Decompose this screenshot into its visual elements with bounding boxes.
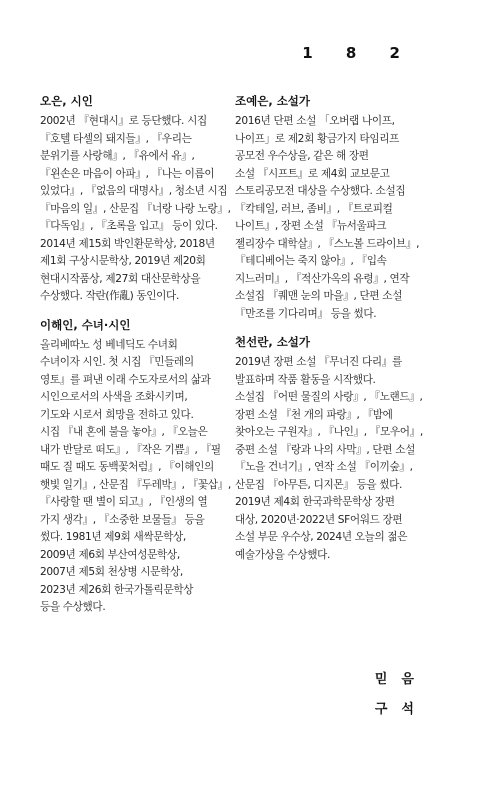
bio-line: 공모전 우수상을, 같은 해 장편 [235, 150, 369, 162]
bio-line: 산문집 『아무튼, 디지몬』 등을 썼다. [235, 478, 403, 491]
bio-line: 발표하며 작품 활동을 시작했다. [235, 373, 376, 386]
author-bio [40, 113, 230, 306]
bio-line: 소설집 『어떤 물질의 사랑』, 『노랜드』, [235, 391, 423, 403]
bio-line: 중편 소설 『랑과 나의 사막』, 단편 소설 [235, 443, 415, 456]
bio-line: 예술가상을 수상했다. [235, 548, 330, 561]
author-name: 천선란, 소설가 [235, 335, 311, 349]
bio-line: 장편 소설 『천 개의 파랑』, 『밤에 [235, 408, 393, 421]
bio-line: 내가 반달로 떠도』, 『작은 기쁨』, 『필 [40, 443, 221, 456]
bio-line: 대상, 2020년·2022년 SF어워드 장편 [235, 513, 403, 526]
bio-line: 2023년 제26회 한국가톨릭문학상 [40, 583, 194, 596]
bio-line: 『사랑할 땐 별이 되고』, 『인생의 열 [40, 496, 208, 508]
bio-line: 수녀이자 시인. 첫 시집 『민들레의 [40, 356, 194, 368]
bio-line: 현대시작품상, 제27회 대산문학상을 [40, 272, 201, 285]
bio-line: 2014년 제15회 박인환문학상, 2018년 [40, 237, 215, 250]
bio-line: 2019년 장편 소설 『무너진 다리』를 [235, 356, 402, 368]
series-title-line-2: 구석 [374, 702, 428, 717]
bio-line: 『칵테일, 러브, 좀비』, 『트로피컬 [235, 202, 393, 215]
series-title-line-1: 믿음 [374, 672, 428, 687]
bio-line: 『호텔 타셀의 돼지들』, 『우리는 [40, 132, 192, 145]
bio-line: 썼다. 1981년 제9회 새싹문학상, [40, 531, 186, 543]
author-bio [235, 354, 435, 564]
bio-line: 『노을 건너기』, 연작 소설 『이끼숲』, [235, 461, 413, 473]
bio-line: 스토리공모전 대상을 수상했다. 소설집 [235, 185, 406, 197]
bio-line: 때도 질 때도 동백꽃처럼』, 『이해인의 [40, 461, 214, 473]
author-bio [40, 337, 230, 617]
bio-line: 가지 생각』, 『소중한 보물들』 등을 [40, 513, 205, 526]
bio-line: 『다독임』, 『초록을 입고』 등이 있다. [40, 220, 218, 232]
bio-line: 2002년 『현대시』로 등단했다. 시집 [40, 115, 207, 127]
bio-line: 지느러미』, 『적산가옥의 유령』, 연작 [235, 272, 410, 285]
bio-line: 찾아오는 구원자』, 『나인』, 『모우어』, [235, 426, 423, 438]
bio-line: 소설 『시프트』로 제4회 교보문고 [235, 167, 390, 180]
bio-line: 있었다』, 『없음의 대명사』, 청소년 시집 [40, 185, 228, 197]
bio-line: 햇빛 일기』, 산문집 『두레박』, 『꽃삽』, [40, 478, 231, 491]
bio-line: 시인으로서의 사색을 조화시키며, [40, 391, 188, 403]
bio-line: 제1회 구상시문학상, 2019년 제20회 [40, 255, 206, 267]
bio-line: 2019년 제4회 한국과학문학상 장편 [235, 496, 395, 508]
left-column [40, 93, 230, 628]
bio-line: 『테디베어는 죽지 않아』, 『입속 [235, 255, 387, 267]
author-name: 오은, 시인 [40, 94, 93, 108]
bio-line: 등을 수상했다. [40, 601, 106, 613]
author-entry [235, 93, 435, 323]
author-entry [40, 317, 230, 617]
bio-line: 소설 부문 우수상, 2024년 오늘의 젊은 [235, 531, 408, 543]
bio-line: 2007년 제5회 천상병 시문학상, [40, 566, 183, 578]
bio-line: 나이프」로 제2회 황금가지 타임리프 [235, 132, 400, 145]
bio-line: 올리베따노 성 베네딕도 수녀회 [40, 338, 178, 351]
bio-line: 『만조를 기다리며』 등을 썼다. [235, 307, 377, 320]
bio-line: 2009년 제6회 부산여성문학상, [40, 548, 180, 561]
bio-line: 시집 『내 혼에 불을 놓아』, 『오늘은 [40, 426, 208, 438]
author-name: 이해인, 수녀·시인 [40, 317, 131, 332]
bio-line: 분위기를 사랑해』, 『유에서 유』, [40, 150, 195, 162]
bio-line: 소설집 『퀘맨 눈의 마을』, 단편 소설 [235, 290, 403, 302]
author-name: 조예은, 소설가 [235, 94, 311, 108]
bio-line: 기도와 시로서 희망을 전하고 있다. [40, 408, 194, 421]
author-entry [235, 334, 435, 564]
author-bio [235, 113, 435, 323]
bio-line: 『왼손은 마음이 아파』, 『나는 이름이 [40, 167, 215, 180]
series-title [374, 665, 428, 725]
right-column [235, 93, 435, 575]
author-entry [40, 93, 230, 306]
bio-line: 나이트』, 장편 소설 『뉴서울파크 [235, 220, 387, 232]
bio-line: 수상했다. 작란(作亂) 동인이다. [40, 290, 179, 302]
bio-line: 『마음의 일』, 산문집 『너랑 나랑 노랑』, [40, 202, 231, 215]
bio-line: 영토』를 펴낸 이래 수도자로서의 삶과 [40, 373, 211, 386]
bio-line: 젤리장수 대학살』, 『스노볼 드라이브』, [235, 237, 420, 250]
bio-line: 2016년 단편 소설 「오버랩 나이프, [235, 115, 395, 127]
page-number: 1 8 2 [302, 44, 414, 62]
